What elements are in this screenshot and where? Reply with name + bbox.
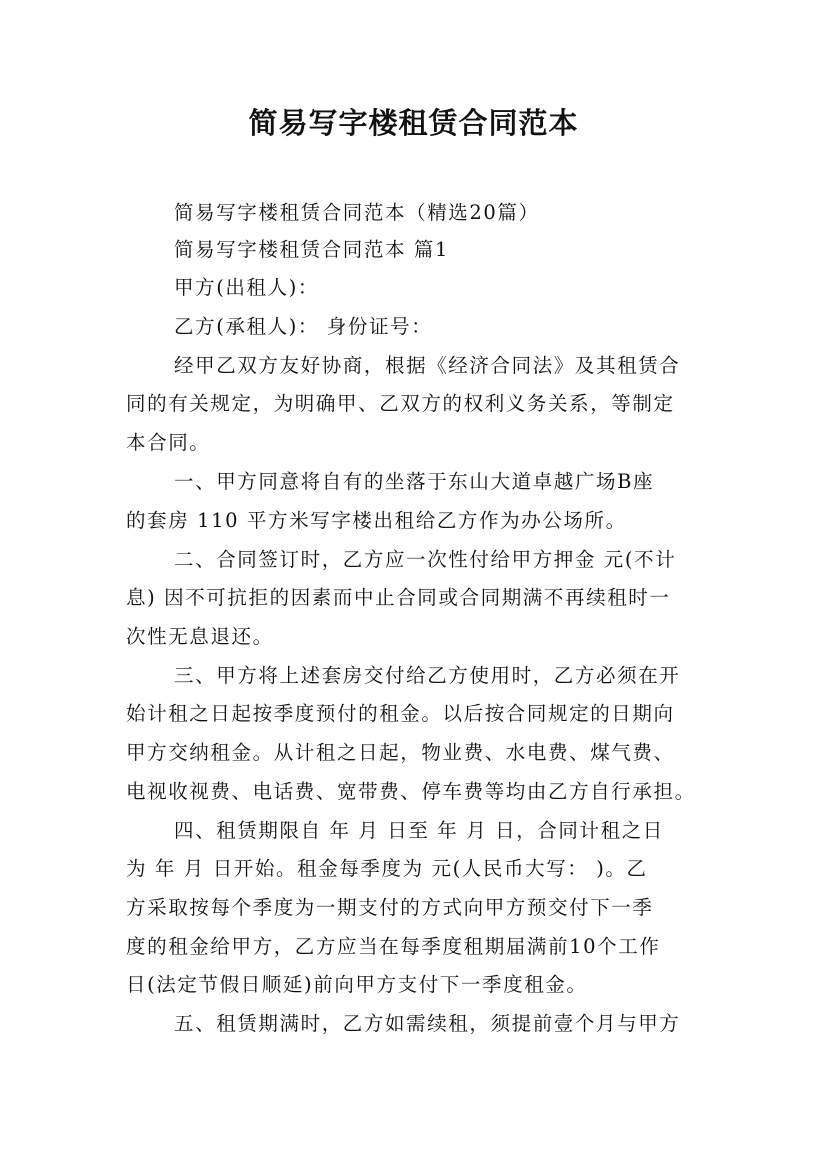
text-line: 简易写字楼租赁合同范本（精选20篇） xyxy=(174,201,540,224)
text-line: 息) 因不可抗拒的因素而中止合同或合同期满不再续租时一 xyxy=(126,586,671,609)
text-line: 经甲乙双方友好协商，根据《经济合同法》及其租赁合 xyxy=(174,354,681,377)
text-line: 五、租赁期满时，乙方如需续租，须提前壹个月与甲方 xyxy=(174,1012,681,1035)
text-line: 四、租赁期限自 年 月 日至 年 月 日，合同计租之日 xyxy=(174,819,664,842)
text-line: 二、合同签订时，乙方应一次性付给甲方押金 元(不计 xyxy=(174,548,677,571)
text-line: 电视收视费、电话费、宽带费、停车费等均由乙方自行承担。 xyxy=(126,780,696,803)
text-line: 度的租金给甲方，乙方应当在每季度租期届满前10个工作 xyxy=(126,935,661,958)
text-line: 甲方交纳租金。从计租之日起，物业费、水电费、煤气费、 xyxy=(126,741,675,764)
text-line: 同的有关规定，为明确甲、乙双方的权利义务关系，等制定 xyxy=(126,392,675,415)
text-line: 的套房 110 平方米写字楼出租给乙方作为办公场所。 xyxy=(126,509,627,532)
text-line: 日(法定节假日顺延)前向甲方支付下一季度租金。 xyxy=(126,973,588,996)
text-line: 为 年 月 日开始。租金每季度为 元(人民币大写： )。乙 xyxy=(126,857,648,880)
text-line: 方采取按每个季度为一期支付的方式向甲方预交付下一季 xyxy=(126,896,654,919)
text-line: 甲方(出租人)： xyxy=(174,276,320,299)
text-line: 简易写字楼租赁合同范本 篇1 xyxy=(174,238,450,261)
text-line: 乙方(承租人)： 身份证号： xyxy=(174,315,433,338)
text-line: 一、甲方同意将自有的坐落于东山大道卓越广场B座 xyxy=(174,470,655,493)
text-line: 始计租之日起按季度预付的租金。以后按合同规定的日期向 xyxy=(126,702,675,725)
document-title: 简易写字楼租赁合同范本 xyxy=(248,106,579,140)
text-line: 本合同。 xyxy=(126,431,211,454)
text-line: 次性无息退还。 xyxy=(126,625,274,648)
text-line: 三、甲方将上述套房交付给乙方使用时，乙方必须在开 xyxy=(174,664,681,687)
